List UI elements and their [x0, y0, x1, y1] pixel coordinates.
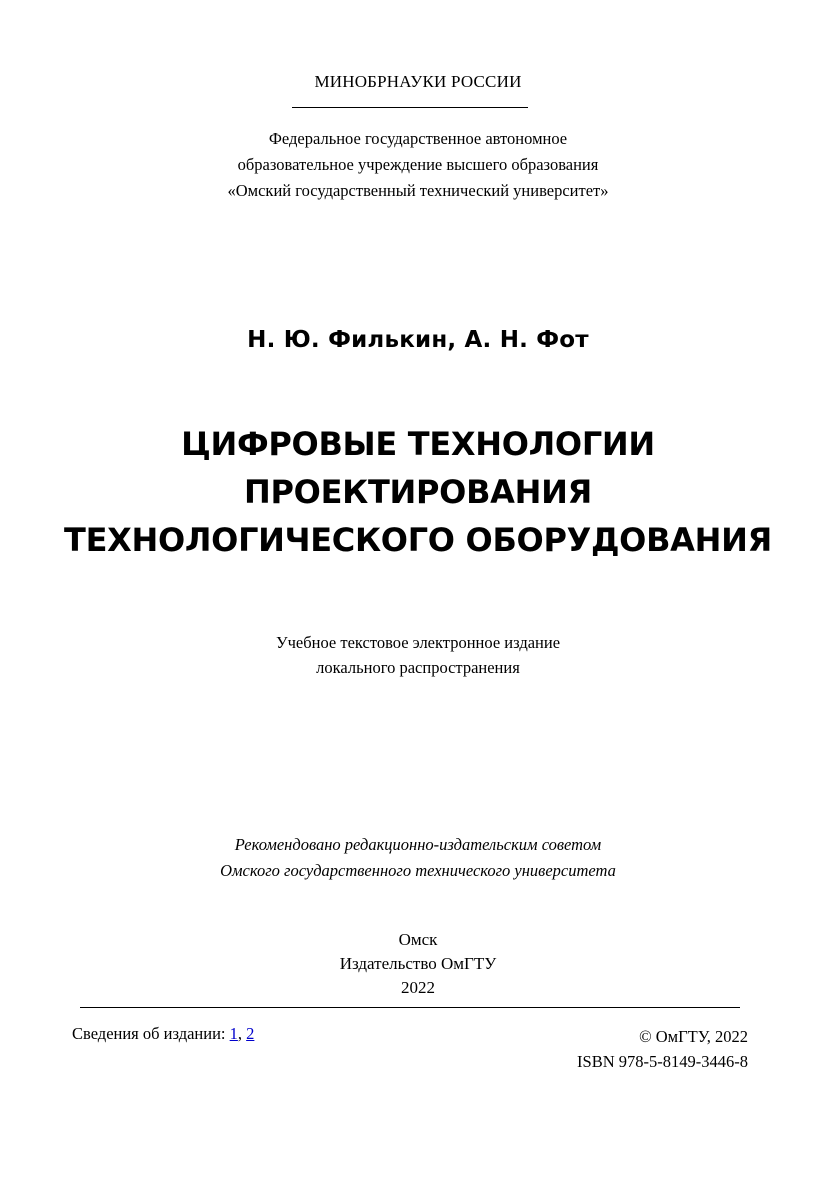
recommendation-note [0, 832, 836, 884]
copyright-block [577, 1024, 748, 1074]
title-line-2: ПРОЕКТИРОВАНИЯ [244, 473, 592, 511]
edition-info-label: Сведения об издании: [72, 1024, 226, 1043]
edition-type [0, 630, 836, 680]
authors: Н. Ю. Филькин, А. Н. Фот [247, 327, 589, 353]
footer-divider [80, 1007, 740, 1008]
title-line-1: ЦИФРОВЫЕ ТЕХНОЛОГИИ [181, 425, 655, 463]
edition-info-link-2[interactable]: 2 [246, 1024, 255, 1043]
title-line-3: ТЕХНОЛОГИЧЕСКОГО ОБОРУДОВАНИЯ [64, 521, 772, 559]
ministry-divider [292, 107, 528, 108]
recommendation-line-1: Рекомендовано редакционно-издательским советом [234, 835, 602, 854]
imprint-year: 2022 [401, 978, 435, 997]
imprint-publisher: Издательство ОмГТУ [339, 954, 497, 973]
recommendation-line-2: Омского государственного технического университета [220, 861, 616, 880]
edition-info [72, 1024, 254, 1044]
institution-line-1: Федеральное государственное автономное [268, 129, 568, 148]
imprint-city: Омск [398, 930, 438, 949]
edition-info-link-1[interactable]: 1 [229, 1024, 238, 1043]
book-title [0, 420, 836, 564]
edition-type-line-1: Учебное текстовое электронное издание [275, 633, 561, 652]
edition-type-line-2: локального распространения [316, 658, 520, 677]
isbn: ISBN 978-5-8149-3446-8 [577, 1052, 748, 1071]
institution-line-3: «Омский государственный технический университет» [227, 181, 609, 200]
edition-info-separator: , [237, 1024, 243, 1043]
institution-line-2: образовательное учреждение высшего образования [237, 155, 599, 174]
copyright: © ОмГТУ, 2022 [639, 1027, 748, 1046]
ministry-heading: МИНОБРНАУКИ РОССИИ [314, 72, 522, 91]
institution-block [0, 126, 836, 204]
imprint [0, 928, 836, 1000]
